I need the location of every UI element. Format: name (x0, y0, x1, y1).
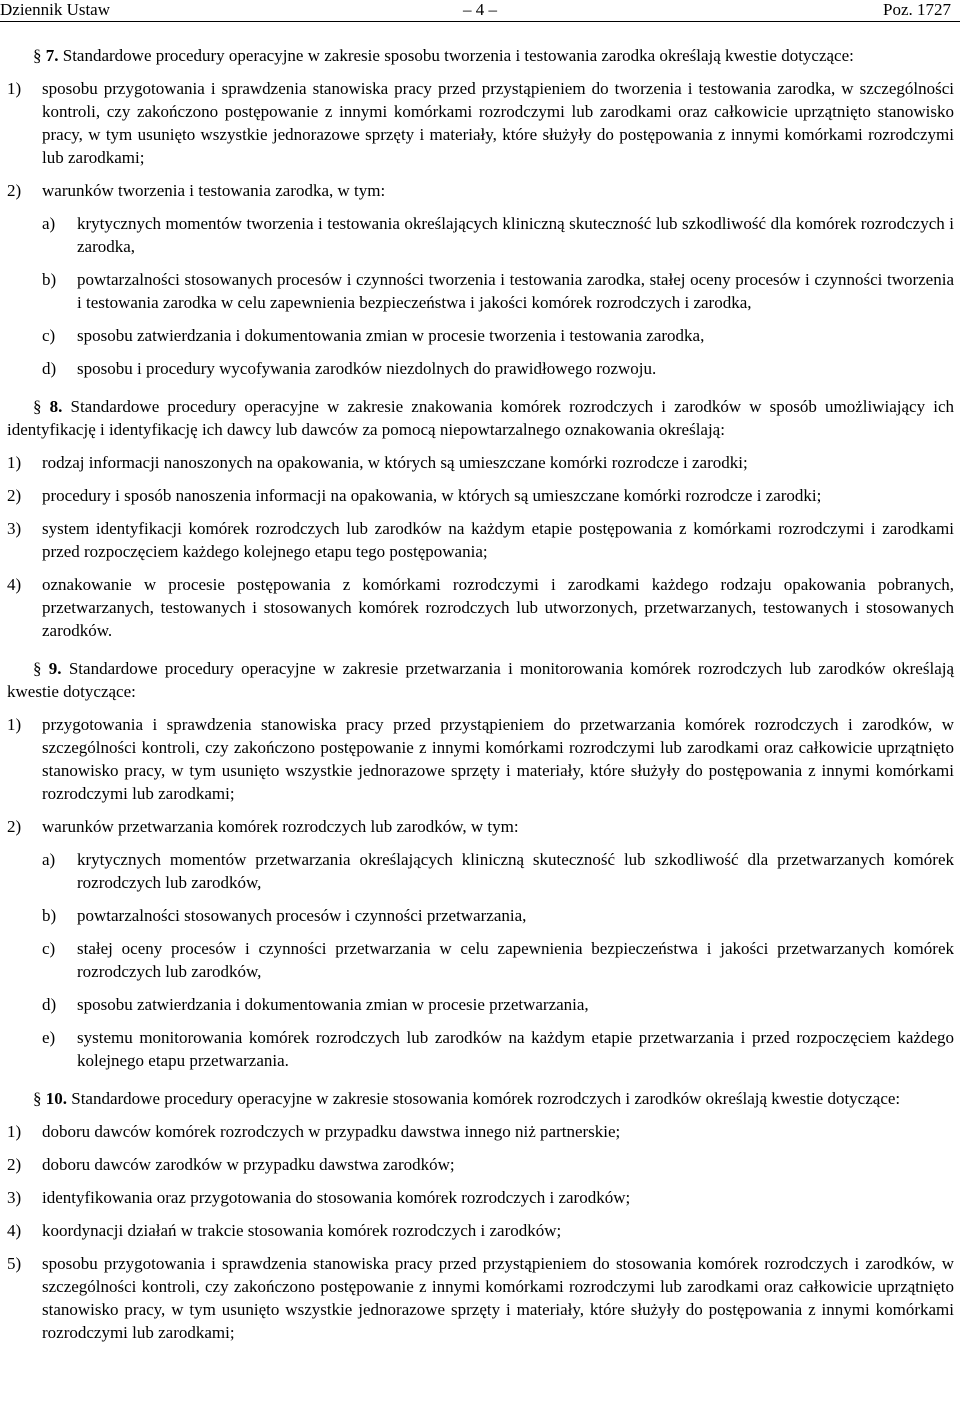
item-number: 2) (7, 486, 22, 505)
sub-item (42, 993, 954, 1016)
item-number: 3) (7, 1188, 22, 1207)
item-text: rodzaj informacji nanoszonych na opakowania, w których są umieszczane komórki rozrodcze i zarodki; (42, 453, 748, 472)
sub-item-letter: b) (42, 906, 57, 925)
item-number: 2) (7, 1155, 22, 1174)
section-number: 10. (45, 1089, 67, 1108)
item-number: 1) (7, 715, 22, 734)
sub-item (42, 904, 954, 927)
item-text: koordynacji działań w trakcie stosowania komórek rozrodczych i zarodków; (42, 1221, 562, 1240)
list-item (7, 1120, 954, 1143)
sub-item-letter: b) (42, 270, 57, 289)
sub-item (42, 212, 954, 258)
item-text: doboru dawców komórek rozrodczych w przypadku dawstwa innego niż partnerskie; (42, 1122, 621, 1141)
sub-item-letter: d) (42, 995, 57, 1014)
sub-item-text: sposobu zatwierdzania i dokumentowania zmian w procesie tworzenia i testowania zarodka, (77, 326, 705, 345)
sub-item-text: powtarzalności stosowanych procesów i czynności tworzenia i testowania zarodka, stałej oceny procesów i czynności tworzenia i testowania zarodka w celu zapewnienia bezpieczeństwa i jakości komórek rozrodczych i zarodka, (77, 270, 954, 312)
document-body (7, 34, 954, 1354)
sub-item (42, 848, 954, 894)
item-number: 2) (7, 181, 22, 200)
item-text: doboru dawców zarodków w przypadku dawstwa zarodków; (42, 1155, 455, 1174)
item-text: sposobu przygotowania i sprawdzenia stanowiska pracy przed przystąpieniem do tworzenia i testowania zarodka, w szczególności kontroli, czy zakończono postępowanie z innymi komórkami rozrodczymi lub zarodkami oraz całkowicie uprzątnięto stanowisko pracy, w tym usunięto wszystkie jednorazowe sprzęty i materiały, które służyły do postępowania z innymi komórkami rozrodczymi lub zarodkami; (42, 79, 954, 167)
item-number: 1) (7, 453, 22, 472)
item-text: identyfikowania oraz przygotowania do stosowania komórek rozrodczych i zarodków; (42, 1188, 631, 1207)
section-intro: Standardowe procedury operacyjne w zakresie stosowania komórek rozrodczych i zarodków określają kwestie dotyczące: (71, 1089, 901, 1108)
sub-item (42, 268, 954, 314)
sub-item (42, 1026, 954, 1072)
section-intro: Standardowe procedury operacyjne w zakresie znakowania komórek rozrodczych i zarodków w sposób umożliwiający ich identyfikację i identyfikację ich dawcy lub dawców za pomocą niepowtarzalnego oznakowania określają: (7, 397, 954, 439)
item-text: warunków tworzenia i testowania zarodka, w tym: (42, 181, 386, 200)
section-9: § 9. Standardowe procedury operacyjne w zakresie przetwarzania i monitorowania komórek rozrodczych lub zarodków określają kwestie dotyczące: (7, 659, 955, 701)
list-item (7, 1186, 954, 1209)
list-item (7, 1252, 954, 1344)
section-8: § 8. Standardowe procedury operacyjne w zakresie znakowania komórek rozrodczych i zarodków w sposób umożliwiający ich identyfikację i identyfikację ich dawcy lub dawców za pomocą niepowtarzalnego oznakowania określają: (7, 397, 954, 439)
position-number: Poz. 1727 (883, 0, 951, 19)
list-item (7, 713, 954, 805)
sub-item-letter: d) (42, 359, 57, 378)
list-item (7, 179, 954, 202)
item-text: warunków przetwarzania komórek rozrodczych lub zarodków, w tym: (42, 817, 519, 836)
item-number: 3) (7, 519, 22, 538)
sub-item-text: powtarzalności stosowanych procesów i czynności przetwarzania, (77, 906, 527, 925)
section-intro: Standardowe procedury operacyjne w zakresie przetwarzania i monitorowania komórek rozrodczych lub zarodków określają kwestie dotyczące: (7, 659, 955, 701)
section-7: § 7. Standardowe procedury operacyjne w zakresie sposobu tworzenia i testowania zarodka określają kwestie dotyczące: (33, 46, 854, 65)
item-text: sposobu przygotowania i sprawdzenia stanowiska pracy przed przystąpieniem do stosowania komórek rozrodczych i zarodków, w szczególności kontroli, czy zakończono postępowanie z innymi komórkami rozrodczymi lub zarodkami oraz całkowicie uprzątnięto stanowisko pracy, w tym usunięto wszystkie jednorazowe sprzęty i materiały, które służyły do postępowania z innymi komórkami rozrodczymi lub zarodkami; (42, 1254, 954, 1342)
item-number: 5) (7, 1254, 22, 1273)
list-item (7, 573, 954, 642)
item-number: 4) (7, 575, 22, 594)
journal-title: Dziennik Ustaw (0, 0, 111, 19)
sub-item-text: systemu monitorowania komórek rozrodczych lub zarodków na każdym etapie przetwarzania i przed rozpoczęciem każdego kolejnego etapu przetwarzania. (77, 1028, 954, 1070)
sub-item-letter: a) (42, 214, 56, 233)
sub-item (42, 937, 954, 983)
item-number: 2) (7, 817, 22, 836)
list-item (7, 77, 954, 169)
list-item (7, 517, 954, 563)
section-number: 7. (45, 46, 59, 65)
item-text: procedury i sposób nanoszenia informacji na opakowania, w których są umieszczane komórki rozrodcze i zarodki; (42, 486, 822, 505)
item-text: system identyfikacji komórek rozrodczych lub zarodków na każdym etapie postępowania z komórkami rozrodczymi i zarodkami przed rozpoczęciem każdego kolejnego etapu tego postępowania; (42, 519, 954, 561)
sub-item-letter: c) (42, 326, 56, 345)
sub-item-letter: a) (42, 850, 56, 869)
item-text: oznakowanie w procesie postępowania z komórkami rozrodczymi i zarodkami każdego rodzaju opakowania pobranych, przetwarzanych, testowanych i stosowanych komórek rozrodczych lub utworzonych, przetwarzanych, testowanych i stosowanych zarodków. (42, 575, 954, 640)
item-number: 1) (7, 1122, 22, 1141)
list-item (7, 451, 954, 474)
list-item (7, 1219, 954, 1242)
section-number: 8. (49, 397, 63, 416)
list-item (7, 484, 954, 507)
sub-item-text: krytycznych momentów tworzenia i testowania określających kliniczną skuteczność lub szkodliwość dla komórek rozrodczych i zarodka, (77, 214, 954, 256)
sub-item-text: sposobu zatwierdzania i dokumentowania zmian w procesie przetwarzania, (77, 995, 589, 1014)
item-text: przygotowania i sprawdzenia stanowiska pracy przed przystąpieniem do przetwarzania komórek rozrodczych i zarodków, w szczególności kontroli, czy zakończono postępowanie z innymi komórkami rozrodczymi lub zarodkami oraz całkowicie uprzątnięto stanowisko pracy, w tym usunięto wszystkie jednorazowe sprzęty i materiały, które służyły do postępowania z innymi komórkami rozrodczymi lub zarodkami; (42, 715, 954, 803)
section-10: § 10. Standardowe procedury operacyjne w zakresie stosowania komórek rozrodczych i zarodków określają kwestie dotyczące: (33, 1089, 901, 1108)
item-number: 4) (7, 1221, 22, 1240)
sub-item-letter: c) (42, 939, 56, 958)
section-number: 9. (48, 659, 62, 678)
sub-item-text: stałej oceny procesów i czynności przetwarzania w celu zapewnienia bezpieczeństwa i jakości przetwarzanych komórek rozrodczych lub zarodków, (77, 939, 954, 981)
sub-item-text: sposobu i procedury wycofywania zarodków niezdolnych do prawidłowego rozwoju. (77, 359, 657, 378)
list-item (7, 1153, 954, 1176)
page-header (0, 0, 960, 22)
page-number: – 4 – (463, 0, 497, 19)
sub-item-text: krytycznych momentów przetwarzania określających kliniczną skuteczność lub szkodliwość dla przetwarzanych komórek rozrodczych lub zarodków, (77, 850, 954, 892)
list-item (7, 815, 954, 838)
sub-item (42, 357, 954, 380)
sub-item-letter: e) (42, 1028, 56, 1047)
item-number: 1) (7, 79, 22, 98)
section-intro: Standardowe procedury operacyjne w zakresie sposobu tworzenia i testowania zarodka określają kwestie dotyczące: (62, 46, 854, 65)
sub-item (42, 324, 954, 347)
